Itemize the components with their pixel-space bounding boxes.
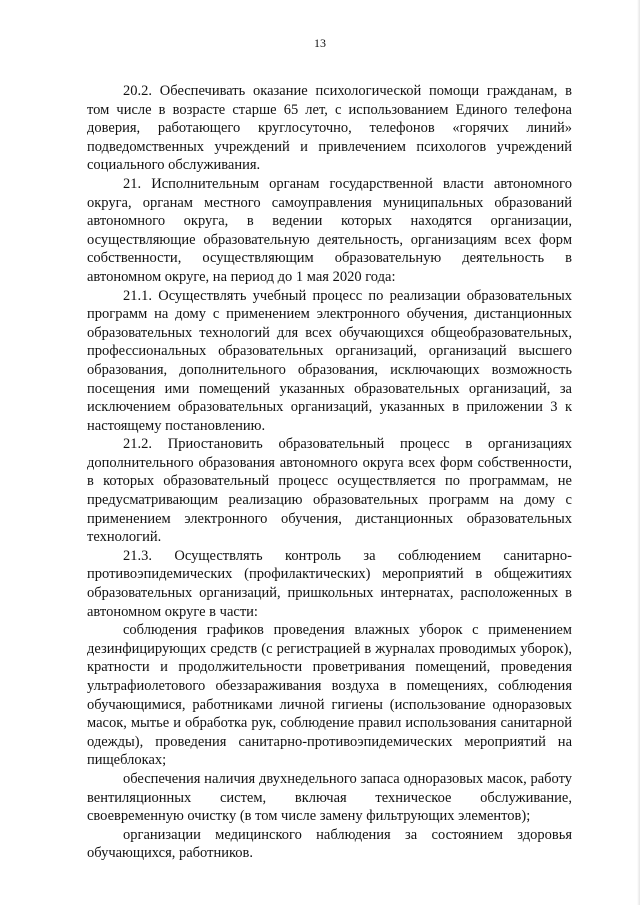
paragraph-21-3: 21.3. Осуществлять контроль за соблюдением санитарно-противоэпидемических (профилактических) мероприятий в общежитиях образовательных организаций, пришкольных интернатах, расположенных в автономном округе в части:: [87, 547, 572, 620]
page-number: 13: [314, 36, 326, 50]
paragraph-21: 21. Исполнительным органам государственной власти автономного округа, органам местного самоуправления муниципальных образований автономного округа, в ведении которых находятся организации, осуществляющие образовательную деятельность, организациям всех форм собственности, осуществляющим образовательную деятельность в автономном округе, на период до 1 мая 2020 года:: [87, 175, 572, 285]
document-body: [87, 82, 572, 863]
paragraph-medical-observation: организации медицинского наблюдения за состоянием здоровья обучающихся, работников.: [87, 826, 572, 862]
paragraph-21-2: 21.2. Приостановить образовательный процесс в организациях дополнительного образования автономного округа всех форм собственности, в которых образовательный процесс осуществляется по программам, не предусматривающим реализацию образовательных программ на дому с применением электронного обучения, дистанционных образовательных технологий.: [87, 436, 572, 546]
paragraph-mask-supply: обеспечения наличия двухнедельного запаса одноразовых масок, работу вентиляционных систем, включая техническое обслуживание, своевременную очистку (в том числе замену фильтрующих элементов);: [87, 770, 572, 825]
paragraph-cleaning-schedules: соблюдения графиков проведения влажных уборок с применением дезинфицирующих средств (с регистрацией в журналах проводимых уборок), кратности и продолжительности проветривания помещений, проведения ультрафиолетового обеззараживания воздуха в помещениях, соблюдения обучающимися, работниками личной гигиены (использование одноразовых масок, мытье и обработка рук, соблюдение правил использования санитарной одежды), проведения санитарно-противоэпидемических мероприятий на пищеблоках;: [87, 622, 572, 769]
paragraph-20-2: 20.2. Обеспечивать оказание психологической помощи гражданам, в том числе в возрасте старше 65 лет, с использованием Единого телефона доверия, работающего круглосуточно, телефонов «горячих линий» подведомственных учреждений и привлечением психологов учреждений социального обслуживания.: [87, 83, 572, 174]
paragraph-21-1: 21.1. Осуществлять учебный процесс по реализации образовательных программ на дому с применением электронного обучения, дистанционных образовательных технологий для всех обучающихся общеобразовательных, профессиональных образовательных организаций, организаций высшего образования, дополнительного образования, исключающих возможность посещения ими помещений указанных образовательных организаций, за исключением образовательных организаций, указанных в приложении 3 к настоящему постановлению.: [87, 287, 572, 434]
